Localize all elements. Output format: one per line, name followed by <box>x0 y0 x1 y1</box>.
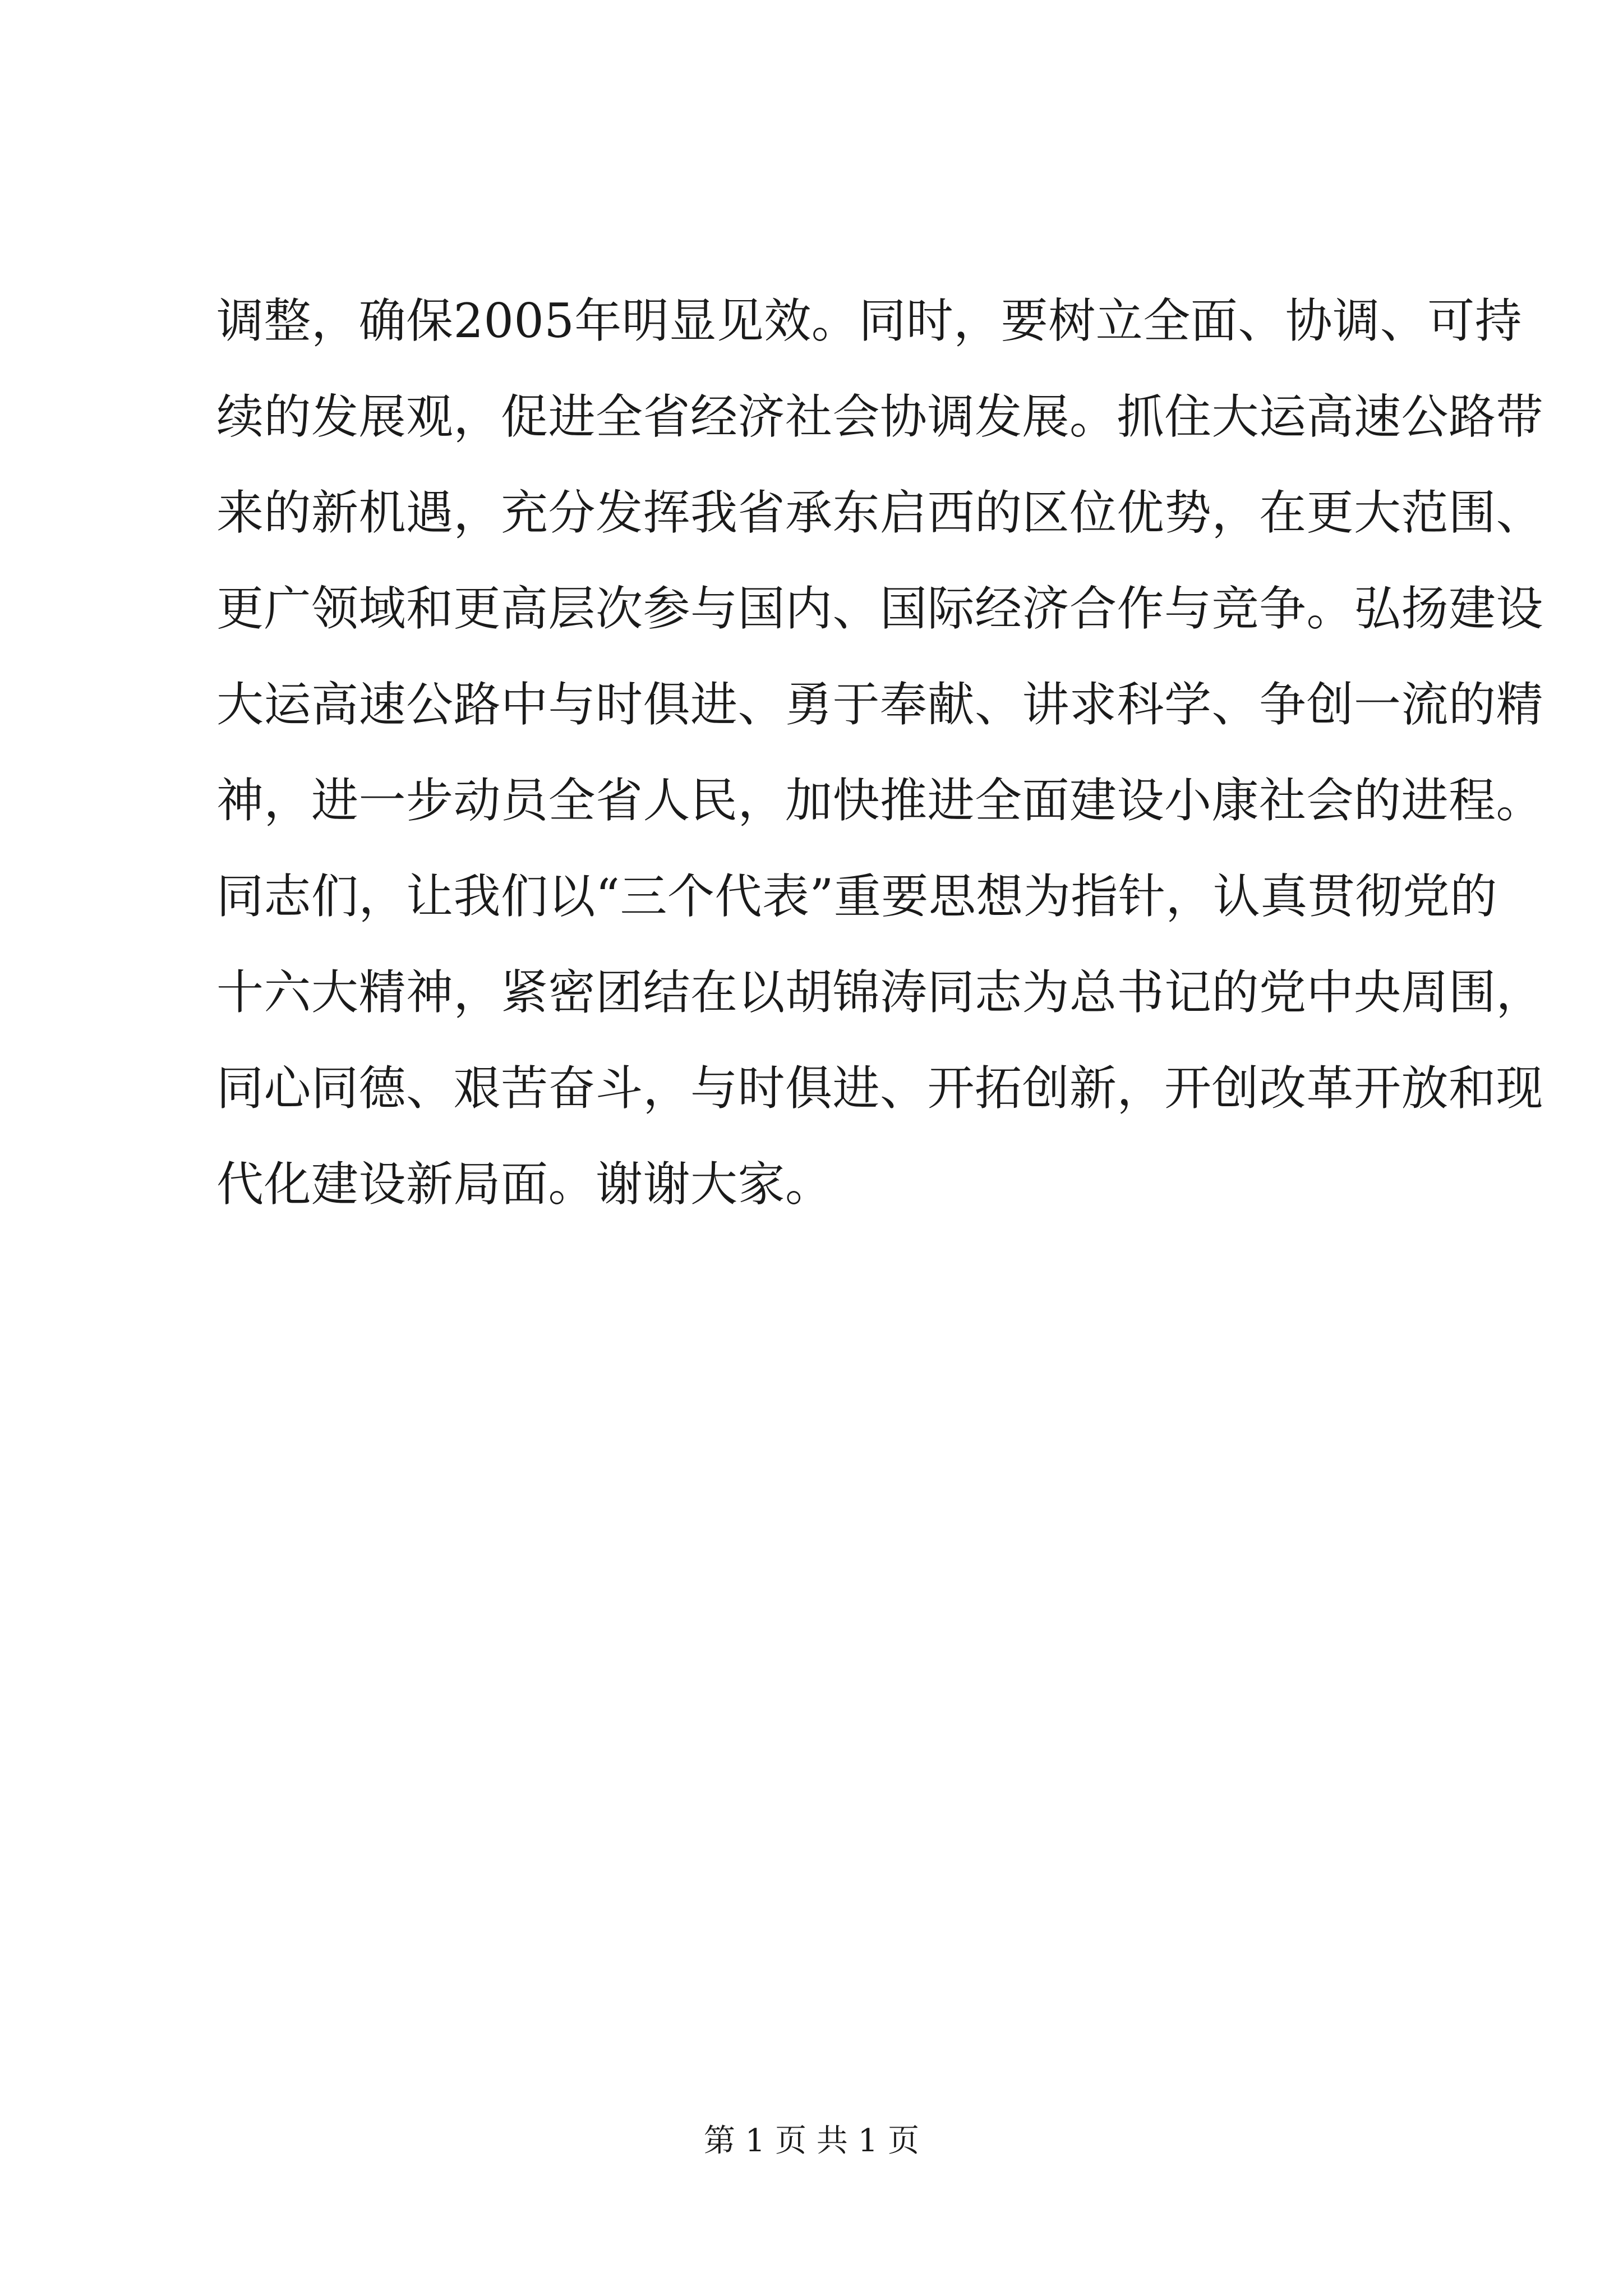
text-line: 大运高速公路中与时俱进、勇于奉献、讲求科学、争创一流的精 <box>216 677 1544 732</box>
text-line: 更广领域和更高层次参与国内、国际经济合作与竞争。弘扬建设 <box>216 581 1544 636</box>
text-line: 调整，确保2005年明显见效。同时，要树立全面、协调、可持 <box>216 293 1523 348</box>
text-line: 十六大精神，紧密团结在以胡锦涛同志为总书记的党中央周围， <box>216 965 1544 1020</box>
text-line: 续的发展观，促进全省经济社会协调发展。抓住大运高速公路带 <box>216 389 1544 444</box>
page-number-footer: 第 1 页 共 1 页 <box>703 2123 920 2159</box>
text-line: 同志们，让我们以“三个代表”重要思想为指针，认真贯彻党的 <box>216 869 1497 924</box>
body-text <box>216 289 1544 1249</box>
text-line: 同心同德、艰苦奋斗，与时俱进、开拓创新，开创改革开放和现 <box>216 1061 1544 1116</box>
text-line: 代化建设新局面。谢谢大家。 <box>216 1157 833 1212</box>
text-line: 来的新机遇，充分发挥我省承东启西的区位优势，在更大范围、 <box>216 485 1544 540</box>
text-line: 神，进一步动员全省人民，加快推进全面建设小康社会的进程。 <box>216 773 1544 828</box>
